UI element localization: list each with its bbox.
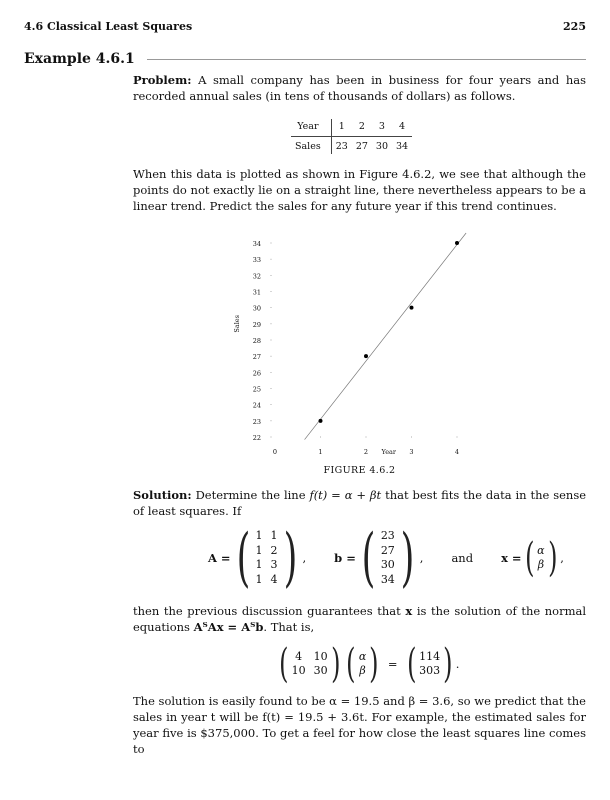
matrix-a-entry: 2 [270, 543, 278, 557]
normal-system [276, 641, 460, 687]
y-tick-label: 29 [252, 320, 261, 329]
vector-x-entry: α [537, 543, 545, 557]
trend-paragraph: When this data is plotted as shown in Figure 4.6.2, we see that although the points do not exactly lie on a straight line, there nevertheless appears to be a linear trend. Predict the sales for any future year if this trend continues. [133, 167, 586, 213]
problem-paragraph [133, 72, 586, 104]
left-paren-icon: ( [279, 641, 289, 687]
coefficient-matrix [292, 650, 328, 679]
coefficient-entry: 10 [291, 664, 306, 677]
year-cell: 2 [352, 119, 372, 137]
matrix-a-entry: 1 [255, 543, 263, 557]
period: . [455, 657, 460, 671]
year-cell: 3 [372, 119, 392, 137]
right-paren-icon: ) [443, 641, 453, 687]
fit-line [305, 233, 467, 440]
section-title: 4.6 Classical Least Squares [24, 20, 193, 33]
y-tick-label: 25 [252, 385, 261, 394]
right-paren-icon: ) [330, 641, 341, 687]
rhs-vector [419, 650, 440, 679]
x-axis-label: Year [381, 448, 397, 456]
coefficient-entry: 30 [313, 664, 328, 677]
data-point [455, 241, 459, 245]
y-tick-label: 23 [252, 417, 261, 426]
matrix-a-entry: 1 [270, 529, 278, 542]
y-axis-label: Sales [233, 315, 241, 333]
comma: , [302, 551, 307, 565]
unknown-entry: α [358, 649, 367, 663]
normal-equations-paragraph [133, 603, 586, 635]
x-tick-label: 3 [409, 448, 414, 456]
matrix-a-entry: 4 [270, 572, 278, 586]
right-paren-icon: ) [283, 521, 297, 595]
equals-sign: = [387, 657, 398, 671]
matrix-a-entry: 1 [255, 558, 263, 571]
data-point [319, 419, 323, 423]
example-rule [147, 59, 586, 60]
right-paren-icon: ) [547, 535, 558, 581]
coefficient-entry: 10 [313, 649, 328, 663]
closing-paragraph: The solution is easily found to be α = 19.5 and β = 3.6, so we predict that the sales in year t will be f(t) = 19.5 + 3.6t. For example, the estimated sales for year five is $375,000. To get a feel for how close the least squares line comes to [133, 694, 586, 756]
year-cell: 1 [331, 119, 352, 137]
year-cell: 4 [392, 119, 412, 137]
right-paren-icon: ) [400, 521, 415, 595]
coefficient-entry: 4 [295, 649, 303, 663]
y-tick-label: 26 [252, 369, 261, 378]
left-paren-icon: ( [361, 521, 376, 595]
x-tick-label: 4 [454, 448, 460, 456]
normal-eq-x: x [405, 604, 413, 618]
unknown-entry: β [359, 664, 366, 677]
normal-eq-text-mid: is the solution of the normal equations [133, 604, 587, 634]
x-tick-label: 2 [363, 448, 369, 456]
y-tick-label: 22 [252, 434, 261, 442]
matrix-a-entry: 1 [255, 529, 263, 542]
left-paren-icon: ( [236, 521, 250, 595]
sales-cell: 34 [396, 141, 409, 152]
problem-label: Problem: [133, 73, 192, 87]
rhs-entry: 114 [419, 649, 441, 663]
y-tick-label: 30 [252, 304, 261, 313]
y-tick-label: 34 [252, 240, 261, 248]
data-point [364, 354, 368, 358]
and-text: and [451, 551, 474, 565]
left-paren-icon: ( [406, 641, 417, 687]
running-head [24, 20, 586, 36]
vector-b-entry: 27 [380, 543, 395, 557]
left-paren-icon: ( [346, 641, 356, 687]
matrix-a-label: A = [208, 551, 231, 565]
page-number: 225 [563, 20, 586, 33]
vector-x-label: x = [501, 551, 522, 565]
vector-b-entry: 23 [380, 529, 395, 542]
solution-paragraph [133, 487, 586, 519]
sales-cell: 30 [375, 141, 388, 152]
matrix-a-entry: 3 [270, 558, 278, 571]
y-tick-label: 28 [252, 337, 261, 345]
matrix-definitions [208, 521, 564, 595]
matrix-a-entry: 1 [255, 572, 263, 586]
y-tick-label: 24 [252, 401, 261, 410]
sales-cell: 27 [355, 141, 368, 152]
comma: , [419, 551, 424, 565]
vector-b-entry: 30 [380, 558, 395, 571]
example-heading [24, 49, 586, 69]
problem-text: A small company has been in business for four years and has recorded annual sales (in tens of thousands of dollars) as follows. [133, 73, 586, 103]
solution-text-before: Determine the line [195, 488, 306, 502]
sales-cell: 23 [335, 141, 348, 152]
solution-text-after: that best fits the data in the sense of least squares. If [133, 488, 587, 518]
sales-row-label: Sales [291, 137, 331, 155]
unknown-vector [359, 650, 366, 679]
solution-formula: f(t) = α + βt [309, 488, 382, 502]
left-paren-icon: ( [524, 535, 535, 581]
comma: , [560, 551, 564, 565]
rhs-entry: 303 [419, 664, 441, 677]
normal-eq-text-before: then the previous discussion guarantees that [133, 604, 401, 618]
year-row-label: Year [291, 119, 331, 137]
example-title: Example 4.6.1 [24, 51, 135, 67]
y-tick-label: 32 [252, 272, 261, 281]
data-point [410, 306, 414, 310]
y-tick-label: 31 [252, 288, 261, 297]
right-paren-icon: ) [369, 641, 379, 687]
y-tick-label: 33 [252, 256, 261, 265]
year-row [291, 119, 412, 137]
sales-row [291, 137, 412, 155]
solution-label: Solution: [133, 488, 192, 502]
vector-x [537, 544, 544, 573]
sales-table [291, 119, 412, 154]
vector-b [381, 529, 395, 587]
scatter-chart [215, 225, 505, 465]
matrix-a [256, 529, 278, 587]
y-tick-label: 27 [252, 353, 261, 362]
x-tick-label: 1 [318, 448, 323, 456]
figure-caption: FIGURE 4.6.2 [323, 465, 396, 476]
vector-b-label: b = [334, 551, 356, 565]
vector-b-entry: 34 [380, 572, 395, 586]
x-tick-label: 0 [272, 448, 278, 456]
normal-eq-equation: AᵀAx = Aᵀb [193, 620, 264, 634]
vector-x-entry: β [537, 558, 545, 571]
normal-eq-text-after: . That is, [263, 620, 315, 634]
